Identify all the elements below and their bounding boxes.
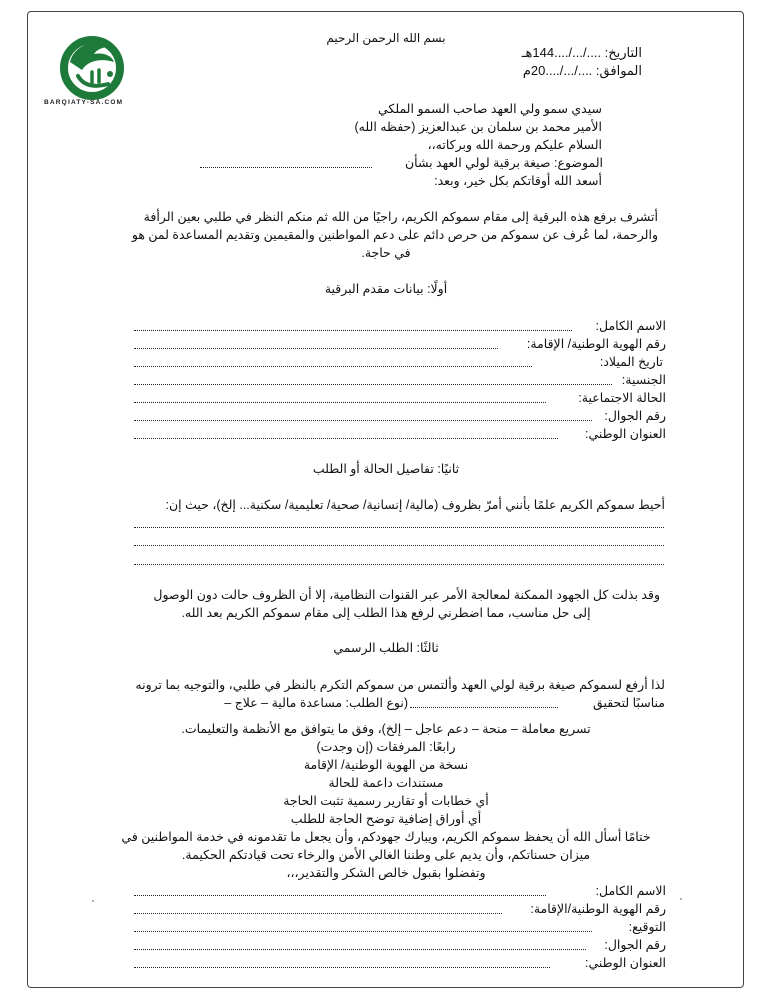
field-mobile-line[interactable] xyxy=(134,420,592,421)
logo-url: BARQIATY-SA.COM xyxy=(44,99,124,106)
closing-line-3: وتفضلوا بقبول خالص الشكر والتقدير،،، xyxy=(286,866,486,880)
sig-address-line[interactable] xyxy=(134,967,550,968)
field-national-id-line[interactable] xyxy=(134,348,498,349)
section-3-line-1: لذا أرفع لسموكم صيغة برقية لولي العهد وألتمس من سموكم التكرم بالنظر في طلبي، والتوجيه بما ترونه xyxy=(135,678,665,692)
scan-speck xyxy=(680,898,682,900)
intro-line-1: أتشرف برفع هذه البرقية إلى مقام سموكم الكريم، راجيًا من الله ثم منكم النظر في طلبي بعين الرأفة xyxy=(143,210,658,224)
address-line-1: سيدي سمو ولي العهد صاحب السمو الملكي xyxy=(378,102,602,116)
date-hijri: التاريخ: ..../.../....144هـ xyxy=(521,45,642,60)
subject-label: الموضوع: صيغة برقية لولي العهد بشأن xyxy=(404,156,603,170)
address-line-2: الأمير محمد بن سلمان بن عبدالعزيز (حفظه الله) xyxy=(354,120,602,134)
details-line-1[interactable] xyxy=(134,527,664,528)
field-nationality: الجنسية: xyxy=(621,373,666,387)
field-address-line[interactable] xyxy=(134,438,558,439)
field-birth-date: تاريخ الميلاد: xyxy=(599,355,663,369)
sig-address: العنوان الوطني: xyxy=(584,956,666,970)
sig-mobile-line[interactable] xyxy=(134,949,586,950)
sig-signature-line[interactable] xyxy=(134,931,592,932)
attachment-item: أي أوراق إضافية توضح الحاجة للطلب xyxy=(290,812,482,826)
field-marital-status-line[interactable] xyxy=(134,402,546,403)
section-2-title: ثانيًا: تفاصيل الحالة أو الطلب xyxy=(312,462,460,476)
sig-national-id-line[interactable] xyxy=(134,913,502,914)
sig-full-name: الاسم الكامل: xyxy=(595,884,666,898)
attachment-item: أي خطابات أو تقارير رسمية تثبت الحاجة xyxy=(283,794,489,808)
sig-full-name-line[interactable] xyxy=(134,895,546,896)
section-2-para-line-1: وقد بذلت كل الجهود الممكنة لمعالجة الأمر عبر القنوات النظامية، إلا أن الظروف حالت دون الوصول xyxy=(153,588,660,602)
sig-signature: التوقيع: xyxy=(628,920,666,934)
section-3-line-2a: مناسبًا لتحقيق xyxy=(593,696,665,710)
address-line-3: السلام عليكم ورحمة الله وبركاته،، xyxy=(427,138,602,152)
section-2-para-line-2: إلى حل مناسب، مما اضطرني لرفع هذا الطلب إلى مقام سموكم الكريم بعد الله. xyxy=(181,606,591,620)
date-gregorian: الموافق: ..../.../....20م xyxy=(522,63,642,78)
sig-national-id: رقم الهوية الوطنية/الإقامة: xyxy=(530,902,666,916)
attachment-item: نسخة من الهوية الوطنية/ الإقامة xyxy=(303,758,469,772)
sig-mobile: رقم الجوال: xyxy=(604,938,666,952)
section-3-title: ثالثًا: الطلب الرسمي xyxy=(333,641,439,655)
section-1-title: أولًا: بيانات مقدم البرقية xyxy=(324,282,448,296)
attachment-item: مستندات داعمة للحالة xyxy=(328,776,444,790)
scan-speck xyxy=(92,900,94,902)
request-type-line[interactable] xyxy=(410,707,558,708)
field-mobile: رقم الجوال: xyxy=(604,409,666,423)
field-national-id: رقم الهوية الوطنية/ الإقامة: xyxy=(526,337,666,351)
section-2-line-1: أحيط سموكم الكريم علمًا بأنني أمرّ بظروف (مالية/ إنسانية/ صحية/ تعليمية/ سكنية... إلخ)، حيث إن: xyxy=(165,498,665,512)
details-line-2[interactable] xyxy=(134,545,664,546)
greeting: أسعد الله أوقاتكم بكل خير، وبعد: xyxy=(434,174,602,188)
section-3-line-2b: (نوع الطلب: مساعدة مالية – علاج – xyxy=(224,696,408,710)
field-marital-status: الحالة الاجتماعية: xyxy=(578,391,666,405)
field-address: العنوان الوطني: xyxy=(584,427,666,441)
closing-line-1: ختامًا أسأل الله أن يحفظ سموكم الكريم، ويبارك جهودكم، وأن يجعل ما تقدمونه في خدمة المواطنين في xyxy=(121,830,651,844)
field-full-name-line[interactable] xyxy=(134,330,572,331)
field-nationality-line[interactable] xyxy=(134,384,612,385)
intro-line-2: والرحمة، لما عُرف عن سموكم من حرص دائم على دعم المواطنين والمقيمين وتقديم المساعدة لمن هو xyxy=(131,228,658,242)
closing-line-2: ميزان حسناتكم، وأن يديم على وطننا الغالي الأمن والرخاء تحت قيادتكم الحكيمة. xyxy=(181,848,591,862)
subject-fill-line[interactable] xyxy=(200,167,372,168)
basmala: بسم الله الرحمن الرحيم xyxy=(326,31,446,45)
field-full-name: الاسم الكامل: xyxy=(595,319,666,333)
details-line-3[interactable] xyxy=(134,564,664,565)
section-4-title: رابعًا: المرفقات (إن وجدت) xyxy=(316,740,456,754)
field-birth-date-line[interactable] xyxy=(134,366,532,367)
intro-line-3: في حاجة. xyxy=(361,246,411,260)
section-3-line-3: تسريع معاملة – منحة – دعم عاجل – إلخ)، وفق ما يتوافق مع الأنظمة والتعليمات. xyxy=(181,722,591,736)
